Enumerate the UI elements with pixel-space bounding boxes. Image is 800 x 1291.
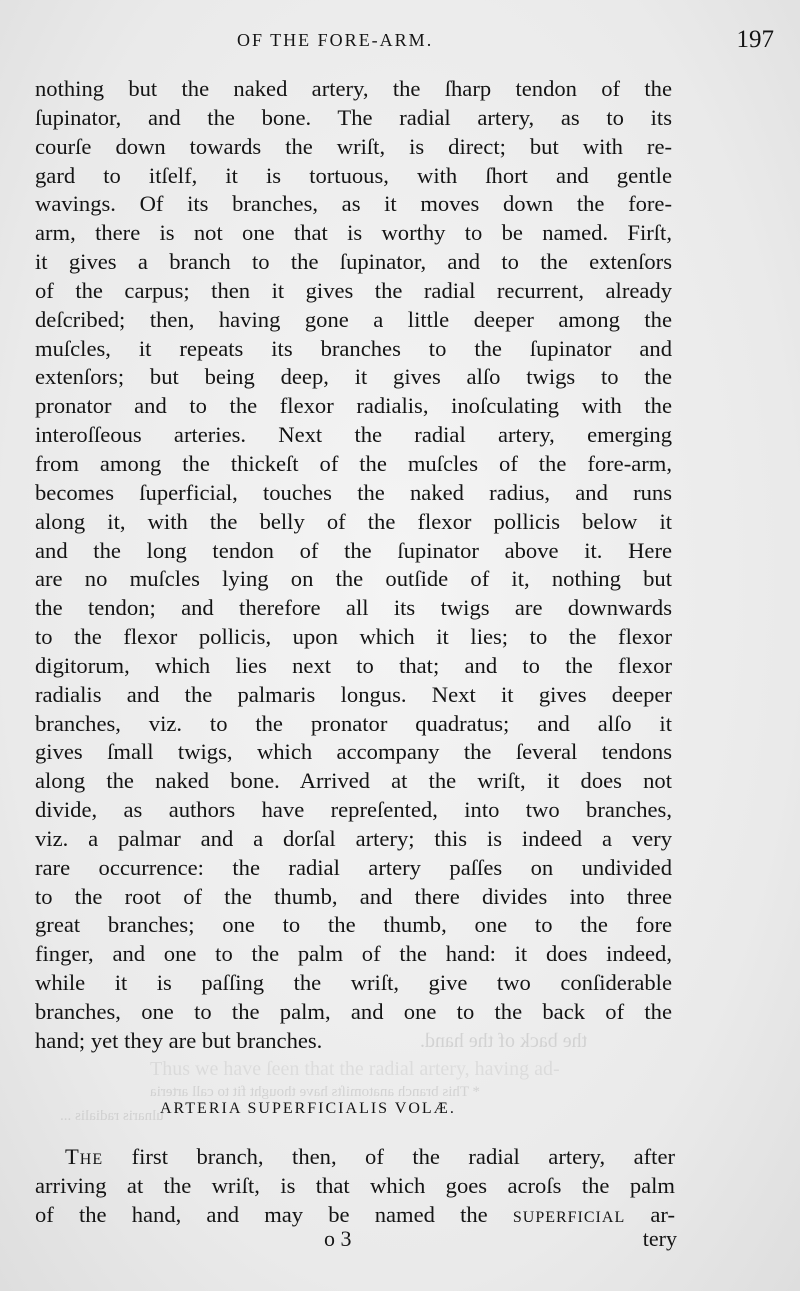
section-heading: ARTERIA SUPERFICIALIS VOLÆ.: [160, 1100, 456, 1117]
drop-word: The: [65, 1144, 104, 1169]
text-line: arriving at the wriſt, is that which goes acroſs the palm: [35, 1172, 675, 1198]
section-paragraph: [35, 1143, 675, 1230]
text-line: arm, there is not one that is worthy to be named. Firſt,: [35, 220, 672, 246]
text-line: along the naked bone. Arrived at the wriſt, it does not: [35, 768, 672, 794]
text-line: muſcles, it repeats its branches to the ſupinator and: [35, 335, 672, 361]
text-line: gard to itſelf, it is tortuous, with ſhort and gentle: [35, 162, 672, 188]
signature-mark: o 3: [324, 1226, 352, 1251]
text-line: [35, 1143, 675, 1172]
text-line: great branches; one to the thumb, one to the fore: [35, 912, 672, 938]
page-number: 197: [736, 26, 774, 53]
body-paragraph: [35, 75, 672, 1056]
text-line: digitorum, which lies next to that; and to the flexor: [35, 652, 672, 678]
text-line: and the long tendon of the ſupinator above it. Here: [35, 537, 672, 563]
bleed-through-line: Thus we have ſeen that the radial artery, having ad-: [150, 1058, 560, 1080]
text-line: branches, one to the palm, and one to the back of the: [35, 999, 672, 1024]
text-line: rare occurrence: the radial artery paſſes on undivided: [35, 854, 672, 880]
text-line: wavings. Of its branches, as it moves down the fore-: [35, 191, 672, 217]
text-line: branches, viz. to the pronator quadratus; and alſo it: [35, 710, 672, 736]
text-line: deſcribed; then, having gone a little deeper among the: [35, 306, 672, 332]
text-line: interoſſeous arteries. Next the radial artery, emerging: [35, 422, 672, 448]
text-line: hand; yet they are but branches.: [35, 1027, 323, 1053]
text-line: to the flexor pollicis, upon which it lies; to the flexor: [35, 624, 672, 650]
text-line: extenſors; but being deep, it gives alſo twigs to the: [35, 364, 672, 390]
catchword: tery: [642, 1226, 677, 1251]
text-line: the tendon; and therefore all its twigs are downwards: [35, 595, 672, 621]
text-line: viz. a palmar and a dorſal artery; this is indeed a very: [35, 825, 672, 851]
text-line: finger, and one to the palm of the hand: it does indeed,: [35, 941, 672, 967]
text-line: along it, with the belly of the flexor pollicis below it: [35, 508, 672, 534]
text-line: gives ſmall twigs, which accompany the ſeveral tendons: [35, 739, 672, 765]
text-line: becomes ſuperficial, touches the naked radius, and runs: [35, 479, 672, 505]
text-line: pronator and to the flexor radialis, inoſculating with the: [35, 393, 672, 419]
text-line: nothing but the naked artery, the ſharp tendon of the: [35, 76, 672, 101]
text-line: while it is paſſing the wriſt, give two conſiderable: [35, 970, 672, 996]
bleed-through-line: * This branch anatomiſts have thought fit to call arteria: [150, 1084, 481, 1100]
text-line: of the carpus; then it gives the radial recurrent, already: [35, 277, 672, 303]
text-line: to the root of the thumb, and there divides into three: [35, 883, 672, 909]
text-line: from among the thickeſt of the muſcles of the fore-arm,: [35, 450, 672, 476]
text-line: are no muſcles lying on the outſide of it, nothing but: [35, 566, 672, 592]
running-head: OF THE FORE-ARM.: [237, 30, 434, 50]
text-line-start: of the hand, and may be named the: [35, 1201, 488, 1227]
text-line-rest: first branch, then, of the radial artery, after: [131, 1144, 675, 1169]
text-line: radialis and the palmaris longus. Next it gives deeper: [35, 681, 672, 707]
text-line: courſe down towards the wriſt, is direct; but with re-: [35, 133, 672, 159]
text-line: divide, as authors have repreſented, into two branches,: [35, 797, 672, 823]
text-line: [35, 1201, 675, 1230]
bleed-through-line: the back of the hand.: [420, 1030, 588, 1052]
hyphenated-word: ar-: [650, 1201, 675, 1227]
bleed-through-line: ulnaris radialis ...: [60, 1108, 164, 1124]
text-line: ſupinator, and the bone. The radial artery, as to its: [35, 104, 672, 130]
small-caps-term: superficial: [512, 1201, 626, 1227]
text-line: it gives a branch to the ſupinator, and to the extenſors: [35, 249, 672, 275]
